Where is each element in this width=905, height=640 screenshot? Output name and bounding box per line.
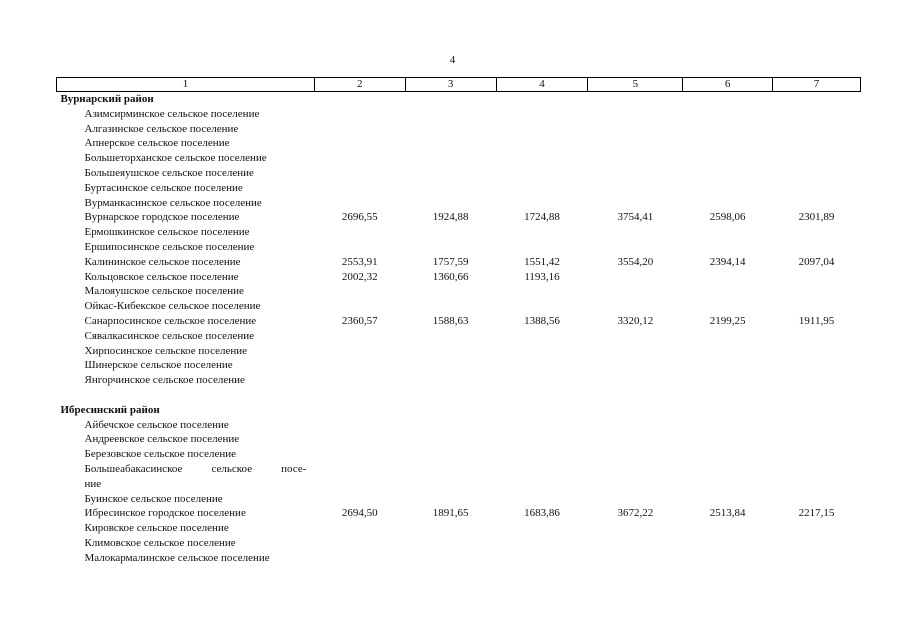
value-cell: 2694,50 (341, 507, 378, 520)
value-cell (314, 462, 405, 477)
value-cell (683, 521, 773, 536)
value-cell (405, 358, 496, 373)
value-cell: 2002,32 (341, 270, 378, 283)
table-row (57, 447, 861, 462)
value-cell (588, 492, 683, 507)
settlement-name: Малояушское сельское поселение (84, 285, 244, 298)
value-cell (314, 521, 405, 536)
table-row (57, 329, 861, 344)
spacer-cell (57, 388, 861, 403)
value-cell (588, 151, 683, 166)
value-cell: 1924,88 (432, 211, 469, 224)
value-cell (496, 344, 588, 359)
value-cell (314, 358, 405, 373)
table-row (57, 314, 861, 329)
table-row (57, 107, 861, 122)
table-row (57, 270, 861, 285)
value-cell (683, 329, 773, 344)
table-row (57, 358, 861, 373)
value-cell (588, 551, 683, 566)
header-row (57, 78, 861, 92)
value-cell (405, 151, 496, 166)
value-cell (405, 521, 496, 536)
value-cell (314, 136, 405, 151)
value-cell (496, 225, 588, 240)
value-cell (314, 477, 405, 492)
value-cell: 1551,42 (524, 255, 560, 268)
value-cell (588, 122, 683, 137)
value-cell (314, 240, 405, 255)
table-row (57, 196, 861, 211)
value-cell (314, 299, 405, 314)
value-cell (683, 358, 773, 373)
value-cell (773, 418, 861, 433)
value-cell (405, 329, 496, 344)
value-cell (773, 299, 861, 314)
value-cell (683, 225, 773, 240)
value-cell (405, 240, 496, 255)
table-row (57, 136, 861, 151)
value-cell: 2217,15 (798, 507, 835, 520)
table-row (57, 477, 861, 492)
table-row (57, 373, 861, 388)
value-cell (773, 122, 861, 137)
value-cell (314, 284, 405, 299)
value-cell (773, 462, 861, 477)
value-cell (773, 196, 861, 211)
table-row (57, 166, 861, 181)
table-row (57, 299, 861, 314)
settlement-name: Большеабакасинское сельское посе- (84, 462, 307, 475)
value-cell (683, 166, 773, 181)
value-cell (773, 344, 861, 359)
value-cell (496, 181, 588, 196)
value-cell (683, 418, 773, 433)
value-cell (405, 196, 496, 211)
district-name: Вурнарский район (60, 93, 154, 105)
value-cell (773, 373, 861, 388)
value-cell (496, 151, 588, 166)
value-cell (496, 358, 588, 373)
value-cell (405, 225, 496, 240)
value-cell (588, 521, 683, 536)
table-row (57, 551, 861, 566)
value-cell (405, 284, 496, 299)
settlement-name: Санарпосинское сельское поселение (84, 314, 257, 327)
value-cell: 1683,86 (524, 507, 560, 520)
value-cell (683, 373, 773, 388)
value-cell (405, 136, 496, 151)
value-cell: 2097,04 (798, 255, 835, 268)
value-cell (588, 166, 683, 181)
value-cell (314, 418, 405, 433)
value-cell (496, 136, 588, 151)
settlement-name: Алгазинское сельское поселение (84, 122, 239, 135)
table-row (57, 151, 861, 166)
value-cell (773, 521, 861, 536)
data-table (56, 77, 861, 566)
value-cell: 1891,65 (432, 507, 469, 520)
column-header: 5 (588, 78, 683, 92)
value-cell (405, 477, 496, 492)
settlement-name: Кольцовское сельское поселение (84, 270, 239, 283)
value-cell (773, 151, 861, 166)
value-cell (314, 151, 405, 166)
value-cell (314, 107, 405, 122)
value-cell: 2598,06 (709, 211, 746, 224)
value-cell (683, 551, 773, 566)
value-cell (683, 344, 773, 359)
table-row (57, 210, 861, 225)
value-cell: 1360,66 (432, 270, 469, 283)
value-cell: 2394,14 (709, 255, 746, 268)
value-cell (773, 270, 861, 285)
value-cell (588, 225, 683, 240)
value-cell (314, 373, 405, 388)
settlement-name: Кировское сельское поселение (84, 522, 229, 535)
value-cell (405, 432, 496, 447)
value-cell (683, 136, 773, 151)
settlement-name: Ибресинское городское поселение (84, 507, 246, 520)
settlement-name: Сявалкасинское сельское поселение (84, 329, 254, 342)
value-cell (405, 551, 496, 566)
value-cell (405, 447, 496, 462)
value-cell (773, 551, 861, 566)
table-row (57, 344, 861, 359)
settlement-name: Малокармалинское сельское поселение (84, 551, 270, 564)
value-cell (588, 329, 683, 344)
value-cell: 2360,57 (341, 314, 378, 327)
value-cell (314, 447, 405, 462)
value-cell (683, 151, 773, 166)
settlement-name: ние (84, 477, 102, 490)
value-cell (496, 477, 588, 492)
settlement-name: Хирпосинское сельское поселение (84, 344, 248, 357)
settlement-name: Буинское сельское поселение (84, 492, 223, 505)
value-cell (588, 373, 683, 388)
value-cell (683, 432, 773, 447)
value-cell (683, 196, 773, 211)
table-row (57, 536, 861, 551)
value-cell (405, 492, 496, 507)
value-cell (496, 299, 588, 314)
table-row (57, 418, 861, 433)
settlement-name: Шинерское сельское поселение (84, 359, 233, 372)
value-cell: 3672,22 (617, 507, 654, 520)
value-cell: 2553,91 (341, 255, 378, 268)
value-cell (588, 284, 683, 299)
value-cell (496, 447, 588, 462)
value-cell (683, 447, 773, 462)
value-cell (314, 225, 405, 240)
settlement-name: Янгорчинское сельское поселение (84, 374, 245, 387)
district-row (57, 92, 861, 107)
value-cell: 3554,20 (617, 255, 654, 268)
value-cell (496, 462, 588, 477)
spacer-row (57, 388, 861, 403)
value-cell (314, 329, 405, 344)
value-cell: 2696,55 (341, 211, 378, 224)
value-cell (588, 418, 683, 433)
value-cell (588, 107, 683, 122)
settlement-name: Большеторханское сельское поселение (84, 152, 267, 165)
value-cell (496, 432, 588, 447)
value-cell (683, 462, 773, 477)
settlement-name: Климовское сельское поселение (84, 536, 236, 549)
value-cell (496, 122, 588, 137)
value-cell (683, 270, 773, 285)
value-cell (496, 492, 588, 507)
value-cell (773, 284, 861, 299)
value-cell (405, 418, 496, 433)
value-cell (773, 447, 861, 462)
value-cell (405, 373, 496, 388)
value-cell (773, 432, 861, 447)
value-cell: 2301,89 (798, 211, 835, 224)
value-cell (405, 107, 496, 122)
value-cell (496, 240, 588, 255)
value-cell (773, 536, 861, 551)
value-cell (773, 181, 861, 196)
value-cell (314, 181, 405, 196)
value-cell (588, 136, 683, 151)
value-cell (314, 536, 405, 551)
settlement-name: Ойкас-Кибекское сельское поселение (84, 300, 261, 313)
settlement-name: Андреевское сельское поселение (84, 433, 240, 446)
value-cell (683, 492, 773, 507)
value-cell (588, 477, 683, 492)
table-row (57, 284, 861, 299)
value-cell (314, 551, 405, 566)
settlement-name: Вурманкасинское сельское поселение (84, 196, 262, 209)
value-cell (773, 225, 861, 240)
value-cell (314, 344, 405, 359)
table-body (57, 92, 861, 566)
value-cell (496, 166, 588, 181)
value-cell (314, 122, 405, 137)
value-cell (683, 107, 773, 122)
value-cell (773, 136, 861, 151)
settlement-name: Буртасинское сельское поселение (84, 181, 243, 194)
settlement-name: Большеяушское сельское поселение (84, 166, 254, 179)
settlement-name: Ермошкинское сельское поселение (84, 226, 250, 239)
column-header: 6 (683, 78, 773, 92)
settlement-name: Апнерское сельское поселение (84, 137, 230, 150)
settlement-name: Вурнарское городское поселение (84, 211, 240, 224)
value-cell (588, 358, 683, 373)
column-header: 3 (405, 78, 496, 92)
table-row (57, 240, 861, 255)
value-cell (405, 462, 496, 477)
value-cell: 1757,59 (432, 255, 469, 268)
value-cell: 1588,63 (432, 314, 469, 327)
settlement-name: Березовское сельское поселение (84, 448, 236, 461)
value-cell (683, 122, 773, 137)
value-cell: 1724,88 (524, 211, 560, 224)
column-header: 4 (496, 78, 588, 92)
district-row (57, 403, 861, 418)
value-cell (496, 418, 588, 433)
table-row (57, 225, 861, 240)
value-cell (683, 477, 773, 492)
value-cell: 1388,56 (524, 314, 560, 327)
value-cell: 2199,25 (709, 314, 746, 327)
value-cell (496, 551, 588, 566)
page-number: 4 (449, 54, 456, 66)
value-cell: 3754,41 (617, 211, 654, 224)
table-row (57, 432, 861, 447)
value-cell (773, 492, 861, 507)
value-cell (405, 122, 496, 137)
value-cell (588, 432, 683, 447)
value-cell (314, 166, 405, 181)
value-cell: 1193,16 (524, 270, 560, 283)
value-cell (588, 447, 683, 462)
table-row (57, 122, 861, 137)
value-cell (773, 240, 861, 255)
column-header: 7 (773, 78, 861, 92)
table-row (57, 181, 861, 196)
value-cell (588, 344, 683, 359)
value-cell (314, 196, 405, 211)
column-header: 1 (57, 78, 315, 92)
value-cell (588, 196, 683, 211)
table-row (57, 462, 861, 477)
value-cell (405, 299, 496, 314)
settlement-name: Айбечское сельское поселение (84, 418, 229, 431)
value-cell: 2513,84 (709, 507, 746, 520)
value-cell (588, 462, 683, 477)
value-cell (314, 432, 405, 447)
value-cell: 3320,12 (617, 314, 654, 327)
value-cell (496, 196, 588, 211)
value-cell (496, 284, 588, 299)
value-cell (683, 299, 773, 314)
value-cell (773, 166, 861, 181)
value-cell (588, 536, 683, 551)
value-cell (405, 344, 496, 359)
value-cell (683, 284, 773, 299)
value-cell (683, 240, 773, 255)
settlement-name: Азимсирминское сельское поселение (84, 107, 260, 120)
district-name: Ибресинский район (60, 403, 160, 416)
value-cell (405, 181, 496, 196)
value-cell (588, 240, 683, 255)
value-cell (773, 358, 861, 373)
settlement-name: Ершипосинское сельское поселение (84, 240, 255, 253)
value-cell (683, 181, 773, 196)
value-cell (496, 536, 588, 551)
value-cell (683, 536, 773, 551)
value-cell (588, 270, 683, 285)
value-cell (588, 181, 683, 196)
value-cell (588, 299, 683, 314)
value-cell (773, 477, 861, 492)
settlement-name: Калининское сельское поселение (84, 255, 241, 268)
value-cell (496, 521, 588, 536)
value-cell (405, 166, 496, 181)
value-cell (773, 107, 861, 122)
table-row (57, 255, 861, 270)
value-cell (314, 492, 405, 507)
value-cell (496, 107, 588, 122)
column-header: 2 (314, 78, 405, 92)
value-cell: 1911,95 (798, 314, 835, 327)
table-row (57, 521, 861, 536)
value-cell (405, 536, 496, 551)
value-cell (773, 329, 861, 344)
table-row (57, 506, 861, 521)
value-cell (496, 329, 588, 344)
value-cell (496, 373, 588, 388)
table-row (57, 492, 861, 507)
